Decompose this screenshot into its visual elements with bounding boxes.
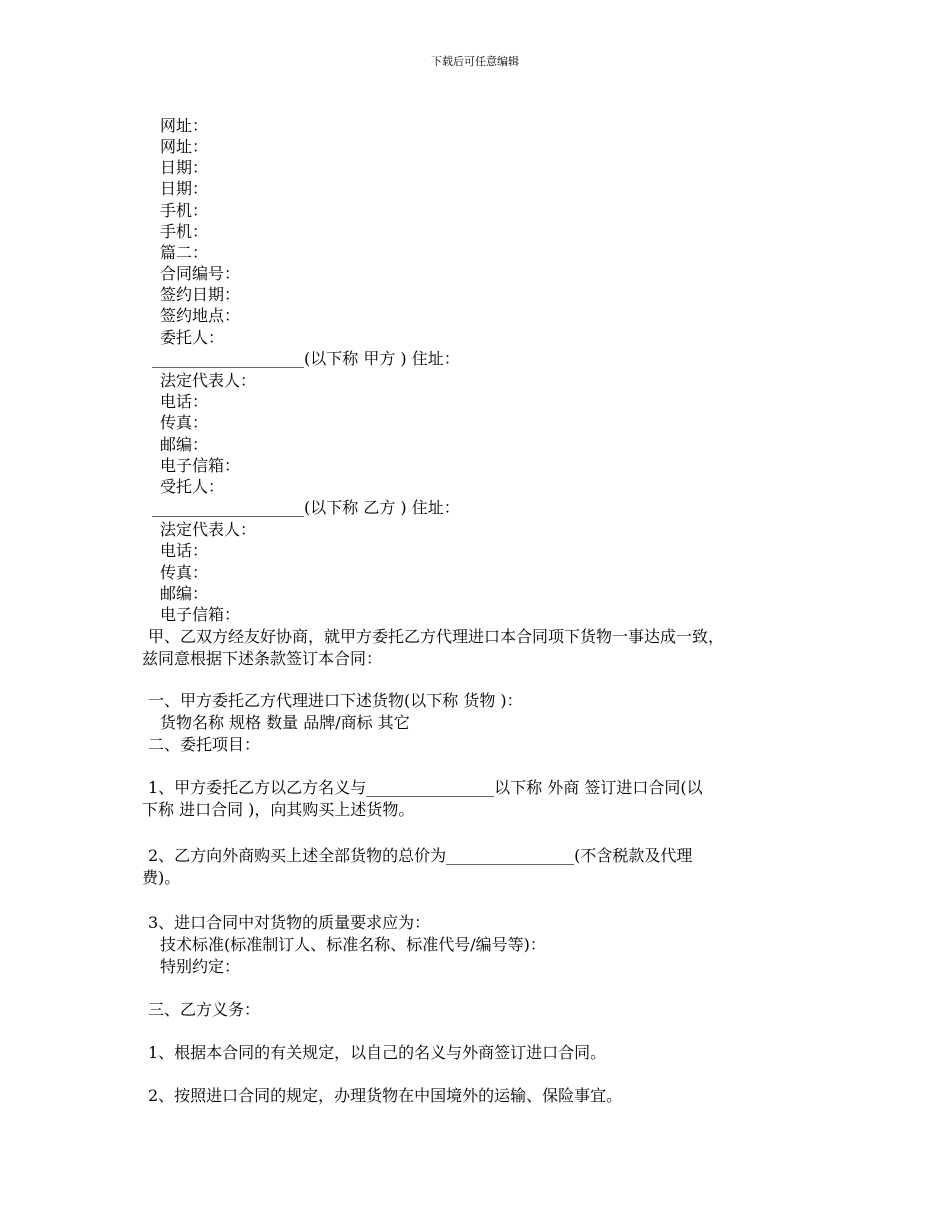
text-line: 2、乙方向外商购买上述全部货物的总价为________________(不含税款及代理 — [148, 846, 693, 865]
text-line: 电话： — [160, 392, 209, 411]
text-line: 邮编： — [160, 435, 209, 454]
text-line: 合同编号： — [160, 264, 241, 283]
text-line: 特别约定： — [160, 957, 241, 976]
text-line: 二、委托项目： — [148, 735, 261, 754]
text-line: 传真： — [160, 563, 209, 582]
text-line: 签约日期： — [160, 285, 241, 304]
text-line: 传真： — [160, 413, 209, 432]
text-line: 篇二： — [160, 243, 209, 262]
text-line: 电话： — [160, 541, 209, 560]
text-line: ___________________(以下称 甲方 ) 住址： — [152, 349, 460, 368]
text-line: 费)。 — [142, 868, 181, 887]
text-line: 3、进口合同中对货物的质量要求应为： — [148, 913, 431, 932]
text-line: 邮编： — [160, 584, 209, 603]
text-line: 日期： — [160, 158, 209, 177]
text-line: 法定代表人： — [160, 371, 257, 390]
text-line: 网址： — [160, 116, 209, 135]
text-line: 手机： — [160, 201, 209, 220]
text-line: 一、甲方委托乙方代理进口下述货物(以下称 货物 )： — [148, 691, 523, 710]
text-line: 手机： — [160, 222, 209, 241]
text-line: 1、甲方委托乙方以乙方名义与________________以下称 外商 签订进口合同(以 — [148, 778, 703, 797]
text-line: 2、按照进口合同的规定，办理货物在中国境外的运输、保险事宜。 — [148, 1086, 623, 1105]
text-line: 电子信箱： — [160, 456, 241, 475]
page-header: 下载后可任意编辑 — [431, 55, 519, 68]
text-line: 日期： — [160, 179, 209, 198]
text-line: 法定代表人： — [160, 520, 257, 539]
text-line: ___________________(以下称 乙方 ) 住址： — [152, 498, 460, 517]
text-line: 兹同意根据下述条款签订本合同： — [142, 649, 383, 668]
text-line: 技术标准(标准制订人、标准名称、标准代号/编号等)： — [160, 935, 546, 954]
text-line: 签约地点： — [160, 306, 241, 325]
text-line: 受托人： — [160, 477, 225, 496]
text-line: 网址： — [160, 137, 209, 156]
text-line: 三、乙方义务： — [148, 1000, 261, 1019]
text-line: 电子信箱： — [160, 605, 241, 624]
text-line: 1、根据本合同的有关规定，以自己的名义与外商签订进口合同。 — [148, 1043, 607, 1062]
text-line: 下称 进口合同 )，向其购买上述货物。 — [142, 800, 415, 819]
text-line: 委托人： — [160, 328, 225, 347]
text-line: 甲、乙双方经友好协商，就甲方委托乙方代理进口本合同项下货物一事达成一致， — [148, 627, 725, 646]
text-line: 货物名称 规格 数量 品牌/商标 其它 — [160, 713, 410, 732]
